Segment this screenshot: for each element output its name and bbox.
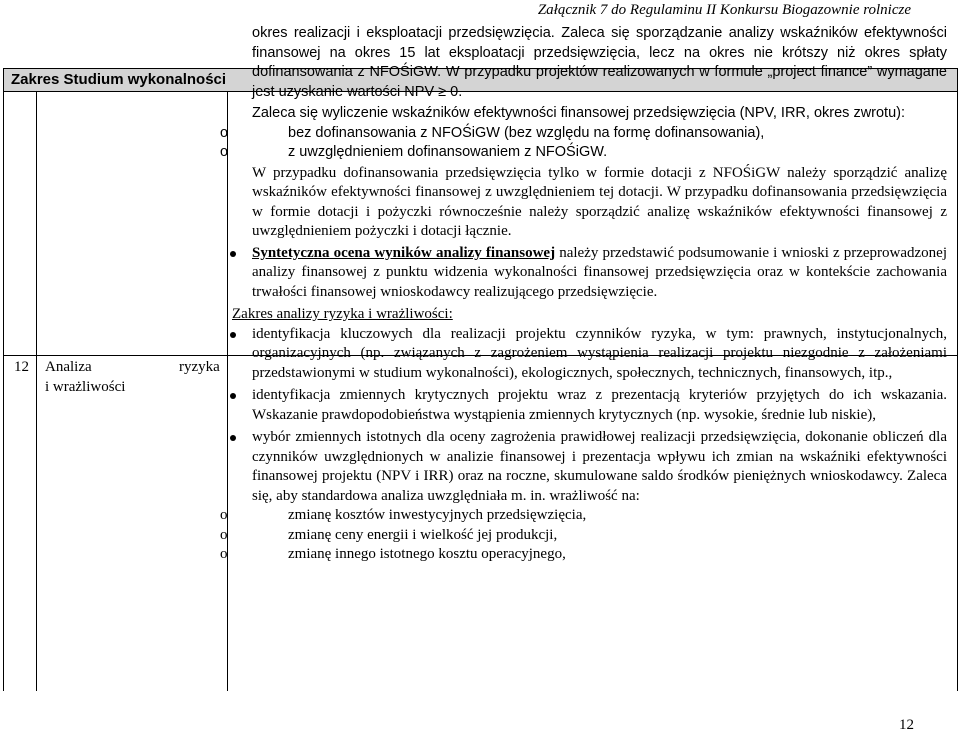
row-number: 12 xyxy=(14,359,29,375)
circle-bullet-icon: o xyxy=(220,507,228,523)
column-divider xyxy=(36,91,37,691)
row-title-line1: Analiza xyxy=(45,359,92,375)
column-divider xyxy=(227,91,228,691)
sub-item xyxy=(220,526,947,546)
sub-item xyxy=(220,124,947,144)
paragraph: Zaleca się wyliczenie wskaźników efektywności finansowej przedsięwzięcia (NPV, IRR, okres zwrotu): xyxy=(252,105,906,121)
bullet-text: należy przedstawić podsumowanie i wnioski z przeprowadzonej analizy finansowej z punktu widzenia wykonalności finansowej przedsięwzięcia oraz w kontekście zachowania trwałości finansowej wnioskodawcy realizującego przedsięwzięcie. xyxy=(252,244,948,300)
bullet-icon xyxy=(230,251,236,257)
bullet-item xyxy=(252,244,947,303)
bullet-text: identyfikacja kluczowych dla realizacji projektu czynników ryzyka, w tym: prawnych, instytucjonalnych, organizacyjnych (np. związanych z zagrożeniem wystąpienia realizacji projektu niezgodnie z założeniami przedstawionymi w studium wykonalności), ekologicznych, społecznych, technicznych, finansowych, itp., xyxy=(252,325,947,381)
bullet-item xyxy=(252,386,947,425)
content-column xyxy=(220,24,948,565)
sub-item-text: bez dofinansowania z NFOŚiGW (bez względu na formę dofinansowania), xyxy=(288,124,765,141)
page-header: Załącznik 7 do Regulaminu II Konkursu Biogazownie rolnicze xyxy=(537,2,911,18)
circle-bullet-icon: o xyxy=(220,546,228,562)
circle-bullet-icon: o xyxy=(220,144,229,160)
bullet-text: wybór zmiennych istotnych dla oceny zagrożenia prawidłowej realizacji przedsięwzięcia, dokonanie obliczeń dla czynników uwzględnionych w analizie finansowej i prezentacja wpływu ich zmian na wskaźniki efektywności finansowej projektu (NPV i IRR) oraz na roczne, skumulowane saldo środków pieniężnych wnioskodawcy. Zaleca się, aby standardowa analiza uwzględniała m. in. wrażliwość na: xyxy=(252,429,947,504)
bullet-text: identyfikacja zmiennych krytycznych projektu wraz z prezentacją kryteriów przyjętych do ich wskazania. Wskazanie prawdopodobieństwa wystąpienia zmiennych krytycznych (np. wysokie, średnie lub niskie), xyxy=(252,387,947,423)
circle-bullet-icon: o xyxy=(220,526,228,543)
paragraph: W przypadku dofinansowania przedsięwzięcia tylko w formie dotacji z NFOŚiGW należy sporządzić analizę wskaźników efektywności finansowej z uwzględnieniem tej dotacji. W przypadku dofinansowania przedsięwzięcia w formie dotacji i pożyczki równocześnie należy sporządzić analizę wskaźników efektywności finansowej z uwzględnieniem pożyczki i dotacji łącznie. xyxy=(252,164,947,239)
bullet-icon xyxy=(230,435,236,441)
bullet-icon xyxy=(230,332,236,338)
bullet-item xyxy=(252,428,947,506)
row-title-word: ryzyka xyxy=(179,359,220,375)
circle-bullet-icon: o xyxy=(220,124,229,141)
sub-item-text: zmianę innego istotnego kosztu operacyjnego, xyxy=(288,546,566,562)
sub-item xyxy=(220,545,947,565)
paragraph: okres realizacji i eksploatacji przedsięwzięcia. Zaleca się sporządzanie analizy wskaźników efektywności finansowej na okres 15 lat eksploatacji przedsięwzięcia, lecz na okres nie krótszy niż okres spłaty dofinansowania z NFOŚiGW. W przypadku projektów realizowanych w formule „project finance” wymagane jest uzyskanie wartości NPV ≥ 0. xyxy=(252,25,947,100)
bullet-bold-text: Syntetyczna ocena wyników analizy finansowej xyxy=(252,244,556,261)
sub-item xyxy=(220,506,947,526)
sub-item xyxy=(220,143,947,163)
bullet-icon xyxy=(230,393,236,399)
sub-item-text: zmianę ceny energii i wielkość jej produkcji, xyxy=(288,526,558,543)
page-number: 12 xyxy=(899,717,914,733)
row-title-line2: i wrażliwości xyxy=(45,379,126,395)
section-title: Zakres Studium wykonalności xyxy=(11,71,227,88)
sub-item-text: zmianę kosztów inwestycyjnych przedsięwzięcia, xyxy=(288,507,587,523)
scope-heading: Zakres analizy ryzyka i wrażliwości: xyxy=(232,306,453,322)
bullet-item xyxy=(252,325,947,384)
sub-item-text: z uwzględnieniem dofinansowaniem z NFOŚiGW. xyxy=(288,144,608,160)
